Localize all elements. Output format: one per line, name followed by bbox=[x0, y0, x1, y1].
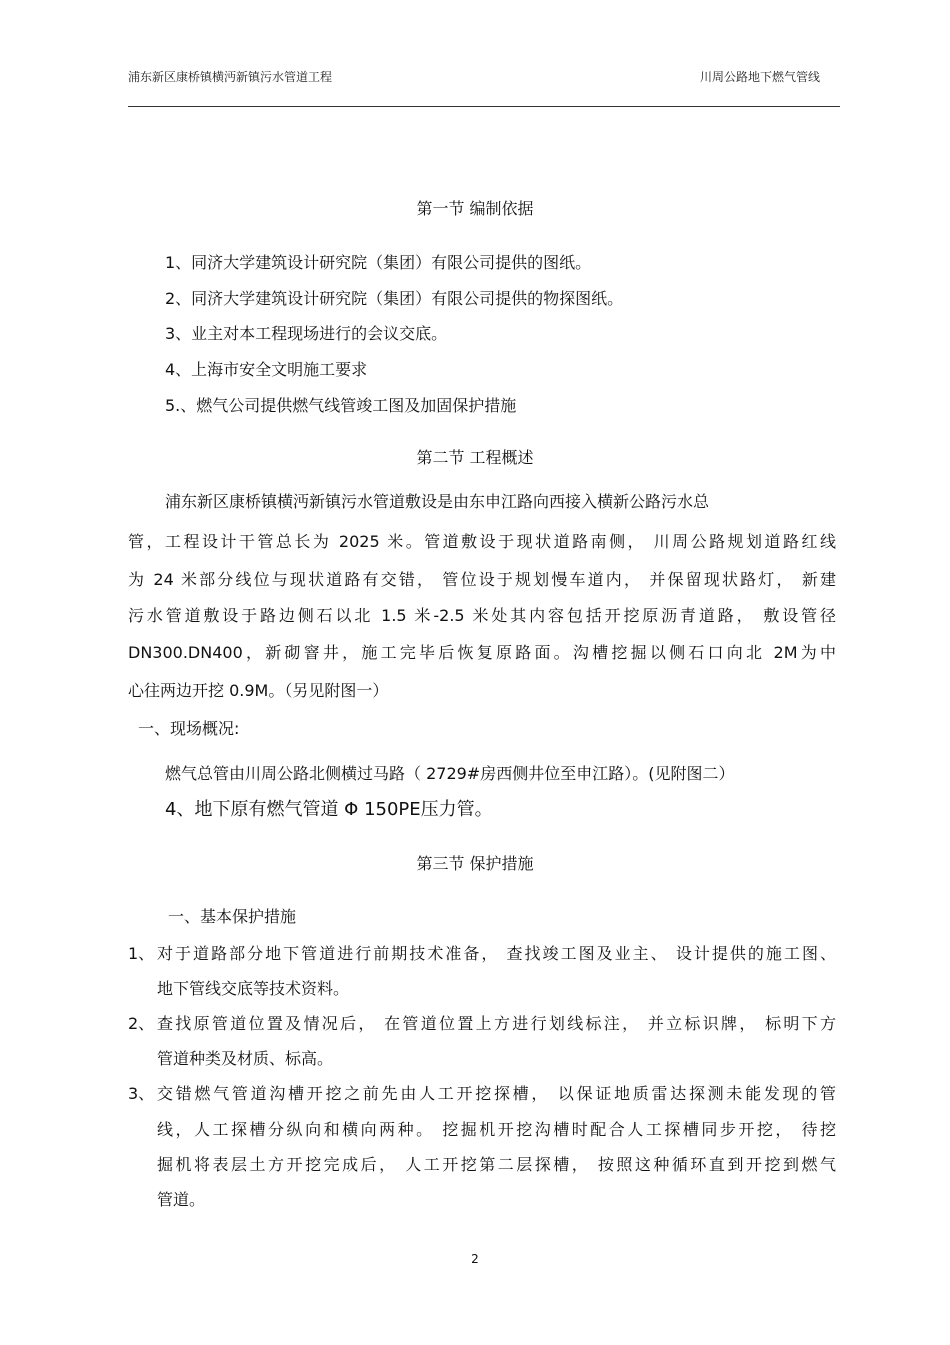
measure-1-line-1: 对于道路部分地下管道进行前期技术准备， 查找竣工图及业主、 设计提供的施工图、 bbox=[157, 944, 836, 963]
basis-item-4: 4、上海市安全文明施工要求 bbox=[165, 360, 368, 379]
measure-2-line-2: 管道种类及材质、标高。 bbox=[157, 1049, 334, 1068]
page-number: 2 bbox=[471, 1252, 479, 1266]
measure-2-line-1: 查找原管道位置及情况后， 在管道位置上方进行划线标注， 并立标识牌， 标明下方 bbox=[157, 1014, 836, 1033]
site-overview-heading: 一、现场概况: bbox=[138, 719, 240, 738]
measure-1-number: 1、 bbox=[128, 944, 155, 963]
overview-line-3: 为 24 米部分线位与现状道路有交错， 管位设于规划慢车道内， 并保留现状路灯， 新建 bbox=[128, 570, 836, 589]
basic-measures-heading: 一、基本保护措施 bbox=[168, 907, 297, 926]
measure-3-number: 3、 bbox=[128, 1084, 155, 1103]
basis-item-3: 3、业主对本工程现场进行的会议交底。 bbox=[165, 324, 448, 343]
basis-item-1: 1、同济大学建筑设计研究院（集团）有限公司提供的图纸。 bbox=[165, 253, 592, 272]
section3-title: 第三节 保护措施 bbox=[416, 854, 534, 873]
header-pipeline-name: 川周公路地下燃气管线 bbox=[699, 70, 820, 84]
existing-pipe-line: 4、地下原有燃气管道 Φ 150PE压力管。 bbox=[165, 799, 493, 820]
measure-3-line-2: 线，人工探槽分纵向和横向两种。 挖掘机开挖沟槽时配合人工探槽同步开挖， 待挖 bbox=[157, 1120, 836, 1139]
measure-3-line-1: 交错燃气管道沟槽开挖之前先由人工开挖探槽， 以保证地质雷达探测未能发现的管 bbox=[157, 1084, 836, 1103]
header-project-name: 浦东新区康桥镇横沔新镇污水管道工程 bbox=[128, 70, 333, 84]
measure-3-line-4: 管道。 bbox=[157, 1190, 206, 1209]
header-divider bbox=[128, 106, 840, 107]
measure-2-number: 2、 bbox=[128, 1014, 155, 1033]
basis-item-5: 5.、燃气公司提供燃气线管竣工图及加固保护措施 bbox=[165, 396, 517, 415]
overview-line-6: 心往两边开挖 0.9M。（另见附图一） bbox=[128, 681, 389, 700]
overview-line-1: 浦东新区康桥镇横沔新镇污水管道敷设是由东申江路向西接入横新公路污水总 bbox=[165, 492, 710, 511]
measure-1-line-2: 地下管线交底等技术资料。 bbox=[157, 979, 350, 998]
section1-title: 第一节 编制依据 bbox=[416, 199, 534, 218]
overview-line-5: DN300.DN400，新砌窨井，施工完毕后恢复原路面。沟槽挖掘以侧石口向北 2M为中 bbox=[128, 643, 836, 662]
measure-3-line-3: 掘机将表层土方开挖完成后， 人工开挖第二层探槽， 按照这种循环直到开挖到燃气 bbox=[157, 1155, 836, 1174]
section2-title: 第二节 工程概述 bbox=[416, 448, 534, 467]
gas-main-line: 燃气总管由川周公路北侧横过马路（ 2729#房西侧井位至申江路）。(见附图二） bbox=[165, 764, 735, 783]
basis-item-2: 2、同济大学建筑设计研究院（集团）有限公司提供的物探图纸。 bbox=[165, 289, 624, 308]
overview-line-2: 管，工程设计干管总长为 2025 米。管道敷设于现状道路南侧， 川周公路规划道路红线 bbox=[128, 532, 836, 551]
overview-line-4: 污水管道敷设于路边侧石以北 1.5 米-2.5 米处其内容包括开挖原沥青道路， 敷设管径 bbox=[128, 606, 836, 625]
